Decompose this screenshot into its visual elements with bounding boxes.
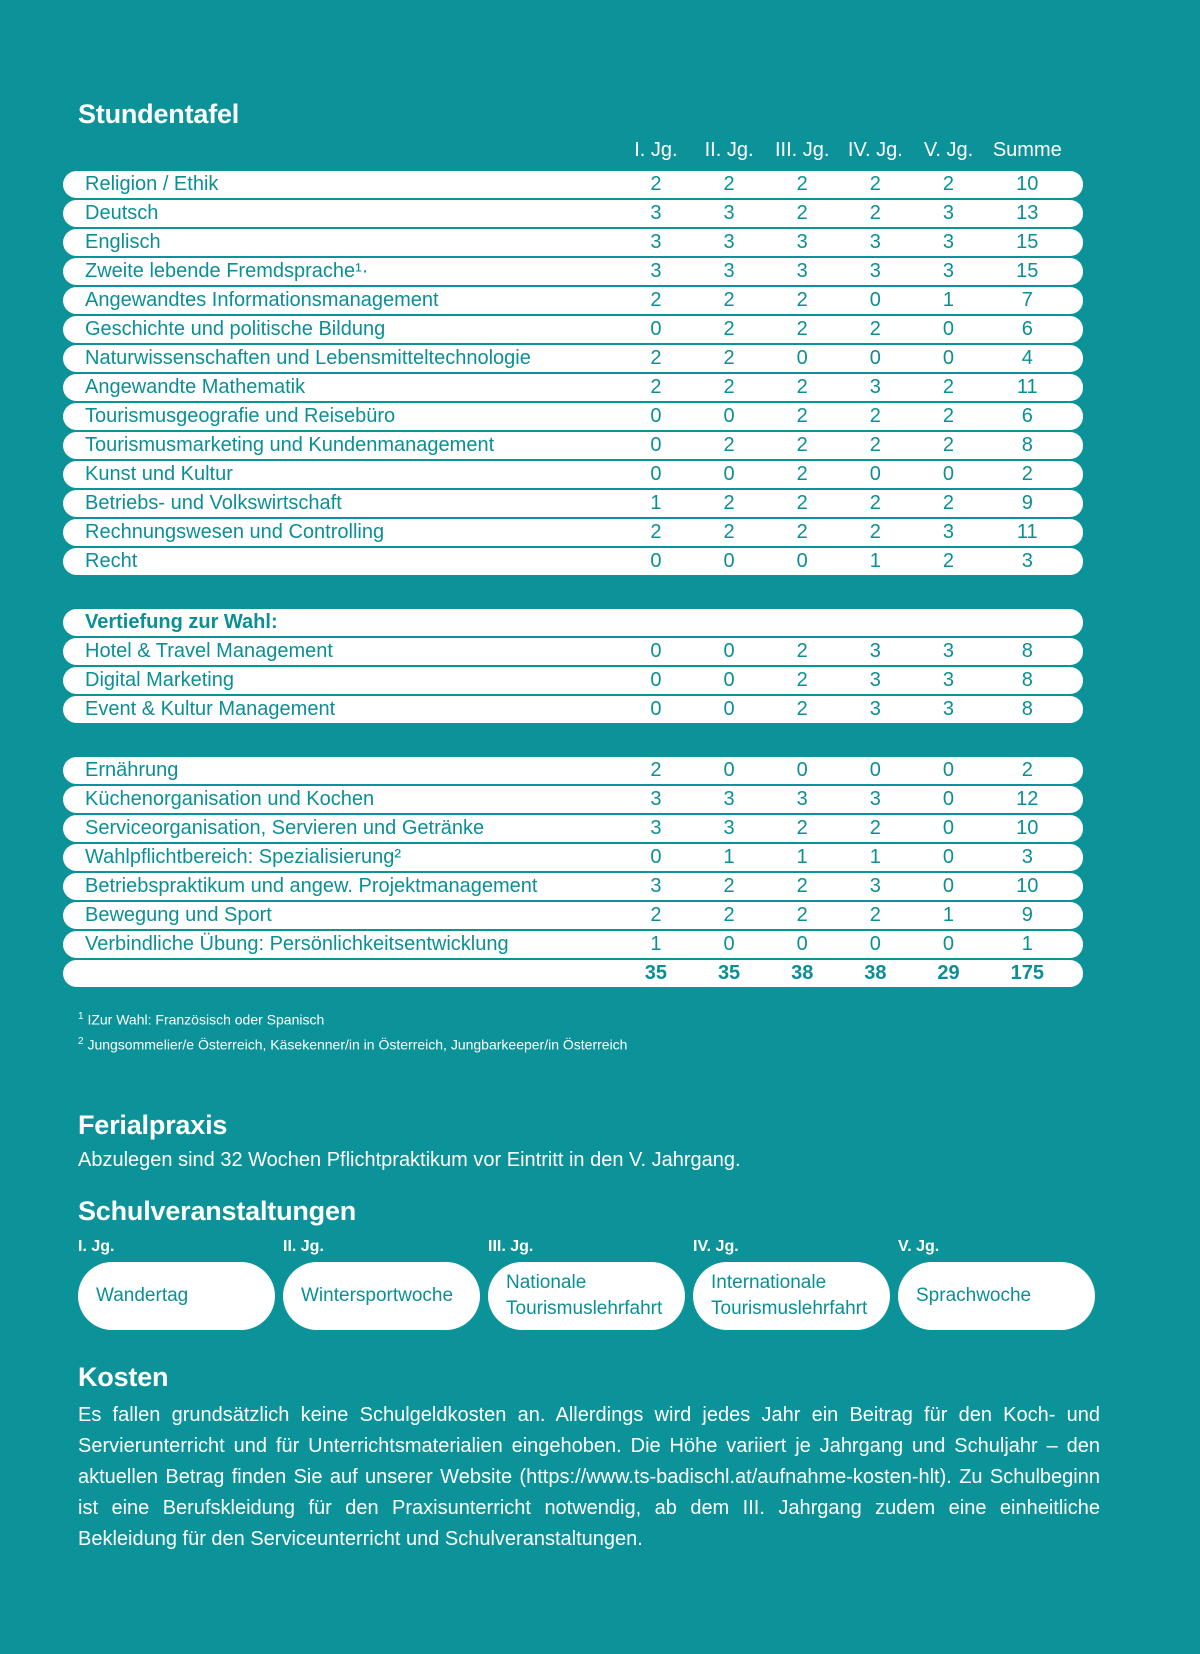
row-tail bbox=[1070, 548, 1083, 575]
row-subject-name: Hotel & Travel Management bbox=[63, 638, 619, 665]
row-value-jg2: 0 bbox=[693, 638, 766, 665]
row-tail bbox=[1070, 403, 1083, 430]
row-subject-name: Kunst und Kultur bbox=[63, 461, 619, 488]
column-header-jg3: III. Jg. bbox=[774, 139, 830, 161]
row-value-jg2: 0 bbox=[693, 548, 766, 575]
row-value-jg2: 2 bbox=[693, 902, 766, 929]
row-value-summe: 6 bbox=[985, 403, 1069, 430]
event-pill-line2: Tourismuslehrfahrt bbox=[506, 1298, 663, 1319]
row-value-jg2: 2 bbox=[693, 374, 766, 401]
event-pill-3 bbox=[488, 1262, 685, 1330]
row-value-jg3: 0 bbox=[766, 345, 839, 372]
row-value-summe: 4 bbox=[985, 345, 1069, 372]
row-value-jg5 bbox=[912, 609, 985, 636]
row-value-jg2: 3 bbox=[693, 229, 766, 256]
row-tail bbox=[1070, 345, 1083, 372]
row-value-jg1: 0 bbox=[619, 403, 692, 430]
table-row bbox=[63, 229, 1083, 256]
row-value-jg4: 38 bbox=[839, 960, 912, 987]
row-value-jg2: 0 bbox=[693, 403, 766, 430]
row-value-jg1: 1 bbox=[619, 931, 692, 958]
row-value-summe: 2 bbox=[985, 757, 1069, 784]
row-value-jg5: 2 bbox=[912, 490, 985, 517]
column-header-jg4: IV. Jg. bbox=[847, 139, 903, 161]
row-value-jg3: 3 bbox=[766, 786, 839, 813]
table-row bbox=[63, 432, 1083, 459]
row-tail bbox=[1070, 844, 1083, 871]
row-value-jg1: 2 bbox=[619, 902, 692, 929]
row-value-jg3: 2 bbox=[766, 287, 839, 314]
schulveranstaltungen-section bbox=[78, 1196, 1108, 1330]
row-subject-name bbox=[63, 960, 619, 987]
row-value-jg3: 2 bbox=[766, 696, 839, 723]
event-pill-1 bbox=[78, 1262, 275, 1330]
table-row bbox=[63, 902, 1083, 929]
row-value-jg2: 35 bbox=[693, 960, 766, 987]
row-value-jg4: 0 bbox=[839, 345, 912, 372]
table-row bbox=[63, 374, 1083, 401]
row-value-summe: 6 bbox=[985, 316, 1069, 343]
stundentafel-table-wrap bbox=[63, 137, 1083, 989]
row-tail bbox=[1070, 171, 1083, 198]
footnote-2-marker: 2 bbox=[78, 1035, 84, 1047]
row-tail bbox=[1070, 461, 1083, 488]
row-subject-name: Bewegung und Sport bbox=[63, 902, 619, 929]
table-row bbox=[63, 960, 1083, 987]
row-value-summe: 2 bbox=[985, 461, 1069, 488]
footnote-1-marker: 1 bbox=[78, 1011, 84, 1022]
row-value-jg3: 2 bbox=[766, 200, 839, 227]
column-header-subject bbox=[63, 139, 619, 169]
table-row bbox=[63, 461, 1083, 488]
row-value-jg2: 2 bbox=[693, 287, 766, 314]
row-tail bbox=[1070, 519, 1083, 546]
table-group-spacer bbox=[63, 577, 1083, 607]
row-value-jg4: 2 bbox=[839, 316, 912, 343]
row-value-jg4: 3 bbox=[839, 374, 912, 401]
table-row bbox=[63, 609, 1083, 636]
row-subject-name: Angewandtes Informationsmanagement bbox=[63, 287, 619, 314]
row-value-jg4: 3 bbox=[839, 786, 912, 813]
row-value-jg5: 0 bbox=[912, 815, 985, 842]
row-value-summe: 3 bbox=[985, 844, 1069, 871]
row-value-jg4: 1 bbox=[839, 844, 912, 871]
row-subject-name: Religion / Ethik bbox=[63, 171, 619, 198]
row-value-jg1: 0 bbox=[619, 316, 692, 343]
row-value-jg3: 2 bbox=[766, 873, 839, 900]
table-row bbox=[63, 638, 1083, 665]
event-pill-line2: Tourismuslehrfahrt bbox=[711, 1298, 868, 1319]
row-value-jg4: 3 bbox=[839, 667, 912, 694]
row-value-jg2: 2 bbox=[693, 519, 766, 546]
event-year-label-2: II. Jg. bbox=[283, 1238, 324, 1255]
row-value-summe: 9 bbox=[985, 490, 1069, 517]
event-pill-line1: Wintersportwoche bbox=[301, 1285, 454, 1306]
event-year-label-1: I. Jg. bbox=[78, 1238, 115, 1255]
ferialpraxis-body: Abzulegen sind 32 Wochen Pflichtpraktikum vor Eintritt in den V. Jahrgang. bbox=[78, 1149, 741, 1171]
row-subject-name: Geschichte und politische Bildung bbox=[63, 316, 619, 343]
row-value-summe: 175 bbox=[985, 960, 1069, 987]
row-subject-name: Rechnungswesen und Controlling bbox=[63, 519, 619, 546]
row-value-jg1: 2 bbox=[619, 287, 692, 314]
row-value-jg2: 0 bbox=[693, 931, 766, 958]
row-subject-name: Deutsch bbox=[63, 200, 619, 227]
row-subject-name: Angewandte Mathematik bbox=[63, 374, 619, 401]
row-subject-name: Verbindliche Übung: Persönlichkeitsentwicklung bbox=[63, 931, 619, 958]
row-value-jg3 bbox=[766, 609, 839, 636]
row-tail bbox=[1070, 960, 1083, 987]
row-value-jg3: 1 bbox=[766, 844, 839, 871]
row-subject-name: Küchenorganisation und Kochen bbox=[63, 786, 619, 813]
row-value-jg5: 3 bbox=[912, 638, 985, 665]
row-value-summe: 8 bbox=[985, 667, 1069, 694]
row-value-jg2: 1 bbox=[693, 844, 766, 871]
row-value-jg3: 2 bbox=[766, 403, 839, 430]
row-value-jg4 bbox=[839, 609, 912, 636]
row-subject-name: Tourismusmarketing und Kundenmanagement bbox=[63, 432, 619, 459]
row-subject-name: Recht bbox=[63, 548, 619, 575]
event-year-label-4: IV. Jg. bbox=[693, 1238, 739, 1255]
row-value-summe: 3 bbox=[985, 548, 1069, 575]
table-row bbox=[63, 403, 1083, 430]
footnote-2 bbox=[78, 1031, 627, 1056]
row-tail bbox=[1070, 931, 1083, 958]
row-tail bbox=[1070, 609, 1083, 636]
row-value-jg3: 2 bbox=[766, 902, 839, 929]
row-value-jg2: 3 bbox=[693, 258, 766, 285]
row-value-jg5: 3 bbox=[912, 667, 985, 694]
event-year-label-row bbox=[78, 1238, 1108, 1256]
row-value-jg5: 1 bbox=[912, 902, 985, 929]
row-value-jg1 bbox=[619, 609, 692, 636]
table-group-spacer bbox=[63, 725, 1083, 755]
row-value-jg1: 35 bbox=[619, 960, 692, 987]
row-value-jg5: 3 bbox=[912, 696, 985, 723]
row-value-jg5: 2 bbox=[912, 403, 985, 430]
row-value-jg4: 3 bbox=[839, 229, 912, 256]
row-value-jg4: 3 bbox=[839, 873, 912, 900]
row-value-jg2: 0 bbox=[693, 667, 766, 694]
row-subject-name: Vertiefung zur Wahl: bbox=[63, 609, 619, 636]
table-row bbox=[63, 786, 1083, 813]
row-value-jg2: 0 bbox=[693, 757, 766, 784]
row-value-jg3: 0 bbox=[766, 757, 839, 784]
ferialpraxis-title: Ferialpraxis bbox=[78, 1110, 228, 1140]
row-value-summe: 12 bbox=[985, 786, 1069, 813]
row-tail bbox=[1070, 229, 1083, 256]
row-value-jg1: 2 bbox=[619, 519, 692, 546]
row-value-jg1: 3 bbox=[619, 786, 692, 813]
row-value-summe: 11 bbox=[985, 374, 1069, 401]
row-value-jg4: 3 bbox=[839, 696, 912, 723]
row-value-jg5: 3 bbox=[912, 229, 985, 256]
row-value-jg5: 2 bbox=[912, 171, 985, 198]
kosten-section bbox=[78, 1362, 1100, 1555]
row-value-jg4: 1 bbox=[839, 548, 912, 575]
row-tail bbox=[1070, 490, 1083, 517]
row-value-jg5: 0 bbox=[912, 786, 985, 813]
column-header-jg2: II. Jg. bbox=[704, 139, 754, 161]
row-value-summe: 8 bbox=[985, 432, 1069, 459]
event-pill-5 bbox=[898, 1262, 1095, 1330]
row-value-jg3: 38 bbox=[766, 960, 839, 987]
table-row bbox=[63, 931, 1083, 958]
event-pill-line1: Nationale bbox=[506, 1272, 587, 1293]
row-value-summe: 8 bbox=[985, 638, 1069, 665]
row-value-jg5: 0 bbox=[912, 316, 985, 343]
footnote-2-text: Jungsommelier/e Österreich, Käsekenner/in in Österreich, Jungbarkeeper/in Österreich bbox=[83, 1036, 628, 1053]
row-value-jg3: 2 bbox=[766, 667, 839, 694]
row-tail bbox=[1070, 287, 1083, 314]
row-tail bbox=[1070, 757, 1083, 784]
row-subject-name: Englisch bbox=[63, 229, 619, 256]
row-value-jg4: 2 bbox=[839, 815, 912, 842]
row-value-jg5: 29 bbox=[912, 960, 985, 987]
row-value-jg5: 2 bbox=[912, 548, 985, 575]
row-value-jg5: 0 bbox=[912, 873, 985, 900]
column-header-jg5: V. Jg. bbox=[923, 139, 974, 161]
event-pill-line1: Wandertag bbox=[96, 1285, 189, 1306]
row-value-jg4: 0 bbox=[839, 461, 912, 488]
row-value-summe: 7 bbox=[985, 287, 1069, 314]
row-value-jg4: 2 bbox=[839, 902, 912, 929]
row-value-jg1: 0 bbox=[619, 461, 692, 488]
footnote-1-text: IZur Wahl: Französisch oder Spanisch bbox=[83, 1011, 325, 1028]
row-value-summe: 11 bbox=[985, 519, 1069, 546]
row-subject-name: Betriebspraktikum und angew. Projektmanagement bbox=[63, 873, 619, 900]
row-value-jg1: 0 bbox=[619, 432, 692, 459]
row-value-jg5: 2 bbox=[912, 374, 985, 401]
table-header-row bbox=[63, 139, 1083, 169]
row-value-summe: 8 bbox=[985, 696, 1069, 723]
table-row bbox=[63, 316, 1083, 343]
row-subject-name: Serviceorganisation, Servieren und Getränke bbox=[63, 815, 619, 842]
event-year-label-3: III. Jg. bbox=[488, 1238, 534, 1255]
row-value-jg2: 3 bbox=[693, 815, 766, 842]
row-value-jg4: 0 bbox=[839, 287, 912, 314]
row-tail bbox=[1070, 258, 1083, 285]
row-subject-name: Betriebs- und Volkswirtschaft bbox=[63, 490, 619, 517]
row-tail bbox=[1070, 432, 1083, 459]
row-value-summe: 10 bbox=[985, 873, 1069, 900]
row-value-summe: 9 bbox=[985, 902, 1069, 929]
row-value-jg5: 1 bbox=[912, 287, 985, 314]
row-tail bbox=[1070, 316, 1083, 343]
row-tail bbox=[1070, 815, 1083, 842]
row-value-jg4: 3 bbox=[839, 638, 912, 665]
table-row bbox=[63, 258, 1083, 285]
row-value-jg1: 1 bbox=[619, 490, 692, 517]
event-pill-line1: Sprachwoche bbox=[916, 1285, 1032, 1306]
table-header bbox=[63, 139, 1083, 169]
row-value-jg5: 3 bbox=[912, 258, 985, 285]
row-tail bbox=[1070, 374, 1083, 401]
table-body bbox=[63, 171, 1083, 987]
row-value-jg4: 2 bbox=[839, 490, 912, 517]
row-value-jg5: 0 bbox=[912, 757, 985, 784]
row-value-jg4: 2 bbox=[839, 403, 912, 430]
row-value-jg4: 2 bbox=[839, 171, 912, 198]
row-value-jg2: 2 bbox=[693, 873, 766, 900]
row-value-jg5: 0 bbox=[912, 345, 985, 372]
row-value-jg1: 2 bbox=[619, 757, 692, 784]
row-value-jg1: 3 bbox=[619, 258, 692, 285]
table-row bbox=[63, 757, 1083, 784]
table-row bbox=[63, 667, 1083, 694]
row-value-jg4: 3 bbox=[839, 258, 912, 285]
row-value-jg3: 2 bbox=[766, 490, 839, 517]
row-value-jg1: 2 bbox=[619, 345, 692, 372]
row-value-jg1: 0 bbox=[619, 548, 692, 575]
row-value-summe: 10 bbox=[985, 815, 1069, 842]
row-value-jg1: 0 bbox=[619, 638, 692, 665]
event-pill-2 bbox=[283, 1262, 480, 1330]
row-subject-name: Event & Kultur Management bbox=[63, 696, 619, 723]
row-value-jg1: 0 bbox=[619, 696, 692, 723]
event-year-label-5: V. Jg. bbox=[898, 1238, 940, 1255]
event-pill-line1: Internationale bbox=[711, 1272, 827, 1293]
footnotes bbox=[78, 1006, 627, 1055]
row-subject-name: Naturwissenschaften und Lebensmitteltechnologie bbox=[63, 345, 619, 372]
row-value-jg1: 2 bbox=[619, 171, 692, 198]
row-value-jg3: 3 bbox=[766, 229, 839, 256]
table-row bbox=[63, 548, 1083, 575]
event-pill-row bbox=[78, 1262, 1108, 1330]
row-value-jg3: 2 bbox=[766, 171, 839, 198]
row-tail bbox=[1070, 200, 1083, 227]
row-value-jg5: 0 bbox=[912, 461, 985, 488]
row-value-jg4: 2 bbox=[839, 519, 912, 546]
row-value-jg3: 2 bbox=[766, 461, 839, 488]
row-subject-name: Wahlpflichtbereich: Spezialisierung² bbox=[63, 844, 619, 871]
row-value-jg5: 0 bbox=[912, 931, 985, 958]
row-value-jg5: 0 bbox=[912, 844, 985, 871]
row-tail bbox=[1070, 902, 1083, 929]
row-value-jg2: 3 bbox=[693, 200, 766, 227]
row-tail bbox=[1070, 638, 1083, 665]
row-value-jg2: 2 bbox=[693, 171, 766, 198]
column-header-jg1: I. Jg. bbox=[634, 139, 678, 161]
row-value-jg5: 3 bbox=[912, 200, 985, 227]
row-value-jg1: 3 bbox=[619, 200, 692, 227]
row-subject-name: Tourismusgeografie und Reisebüro bbox=[63, 403, 619, 430]
kosten-body: Es fallen grundsätzlich keine Schulgeldkosten an. Allerdings wird jedes Jahr ein Beitrag für den Koch- und Servierunterricht und für Unterrichtsmaterialien eingehoben. Die Höhe variiert je Jahrgang und Schuljahr – den aktuellen Betrag finden Sie auf unserer Website (https://www.ts-badischl.at/aufnahme-kosten-hlt). Zu Schulbeginn ist eine Berufskleidung für den Praxisunterricht notwendig, ab dem III. Jahrgang zudem eine einheitliche Bekleidung für den Serviceunterricht und Schulveranstaltungen. bbox=[78, 1404, 1100, 1550]
row-value-jg2: 2 bbox=[693, 316, 766, 343]
table-row bbox=[63, 171, 1083, 198]
row-value-jg1: 0 bbox=[619, 844, 692, 871]
row-value-jg1: 0 bbox=[619, 667, 692, 694]
table-row bbox=[63, 287, 1083, 314]
kosten-title: Kosten bbox=[78, 1362, 169, 1392]
row-subject-name: Digital Marketing bbox=[63, 667, 619, 694]
ferialpraxis-section bbox=[78, 1110, 1108, 1172]
row-value-summe: 10 bbox=[985, 171, 1069, 198]
row-subject-name: Zweite lebende Fremdsprache¹· bbox=[63, 258, 619, 285]
row-value-jg5: 3 bbox=[912, 519, 985, 546]
row-tail bbox=[1070, 873, 1083, 900]
row-value-summe: 1 bbox=[985, 931, 1069, 958]
row-value-jg3: 3 bbox=[766, 258, 839, 285]
row-value-jg2: 2 bbox=[693, 432, 766, 459]
row-tail bbox=[1070, 667, 1083, 694]
row-value-jg1: 3 bbox=[619, 229, 692, 256]
table-row bbox=[63, 696, 1083, 723]
row-value-jg4: 0 bbox=[839, 931, 912, 958]
table-row bbox=[63, 519, 1083, 546]
row-value-jg2: 0 bbox=[693, 696, 766, 723]
row-tail bbox=[1070, 786, 1083, 813]
row-value-summe: 13 bbox=[985, 200, 1069, 227]
row-value-summe: 15 bbox=[985, 258, 1069, 285]
table-row bbox=[63, 345, 1083, 372]
event-pill-4 bbox=[693, 1262, 890, 1330]
row-value-jg1: 3 bbox=[619, 815, 692, 842]
column-header-pad bbox=[1070, 139, 1083, 169]
row-value-jg4: 2 bbox=[839, 200, 912, 227]
row-value-summe: 15 bbox=[985, 229, 1069, 256]
column-header-summe: Summe bbox=[992, 139, 1062, 161]
row-value-jg2: 2 bbox=[693, 345, 766, 372]
stundentafel-table bbox=[63, 137, 1083, 989]
schulveranstaltungen-title: Schulveranstaltungen bbox=[78, 1196, 357, 1226]
table-row bbox=[63, 490, 1083, 517]
row-value-jg2 bbox=[693, 609, 766, 636]
row-value-summe bbox=[985, 609, 1069, 636]
row-value-jg3: 2 bbox=[766, 638, 839, 665]
row-value-jg3: 2 bbox=[766, 374, 839, 401]
row-value-jg2: 3 bbox=[693, 786, 766, 813]
stundentafel-title: Stundentafel bbox=[78, 99, 240, 129]
footnote-1 bbox=[78, 1006, 627, 1031]
row-value-jg3: 2 bbox=[766, 432, 839, 459]
row-value-jg5: 2 bbox=[912, 432, 985, 459]
row-value-jg4: 0 bbox=[839, 757, 912, 784]
table-row bbox=[63, 873, 1083, 900]
row-value-jg3: 0 bbox=[766, 548, 839, 575]
row-value-jg2: 2 bbox=[693, 490, 766, 517]
row-value-jg2: 0 bbox=[693, 461, 766, 488]
table-row bbox=[63, 815, 1083, 842]
row-value-jg3: 0 bbox=[766, 931, 839, 958]
row-value-jg1: 3 bbox=[619, 873, 692, 900]
row-value-jg1: 2 bbox=[619, 374, 692, 401]
row-value-jg4: 2 bbox=[839, 432, 912, 459]
row-subject-name: Ernährung bbox=[63, 757, 619, 784]
row-value-jg3: 2 bbox=[766, 316, 839, 343]
table-row bbox=[63, 200, 1083, 227]
row-value-jg3: 2 bbox=[766, 815, 839, 842]
row-value-jg3: 2 bbox=[766, 519, 839, 546]
row-tail bbox=[1070, 696, 1083, 723]
table-row bbox=[63, 844, 1083, 871]
